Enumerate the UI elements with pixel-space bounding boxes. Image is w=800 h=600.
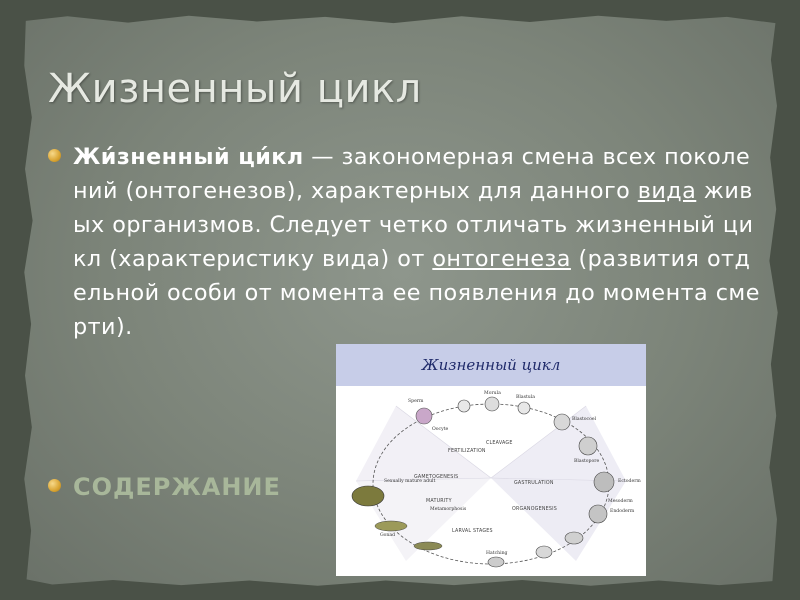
label-adult: Sexually mature adult (384, 479, 436, 484)
definition-part-3: (развития отдельной особи от момента ее появления до момента смерти). (73, 246, 760, 340)
definition-bullet (48, 140, 768, 344)
slide-title: Жизненный цикл (48, 66, 422, 112)
tadpole-icon (414, 542, 442, 550)
oocyte-icon (416, 408, 432, 424)
term-bold: Жи́зненный ци́кл (73, 144, 304, 170)
blastocoel-icon (554, 414, 570, 430)
label-mesoderm: Mesoderm (608, 499, 633, 504)
zygote-icon (458, 400, 470, 412)
link-ontogenez[interactable]: онтогенеза (432, 246, 571, 272)
contents-bullet (48, 470, 281, 504)
label-ectoderm: Ectoderm (618, 479, 641, 484)
definition-part-1: — закономерная смена всех поколений (онтогенезов), характерных для данного (73, 144, 751, 204)
label-blastopore: Blastopore (574, 459, 600, 464)
stage-label-cleavage: CLEAVAGE (486, 441, 513, 446)
neurula-icon (589, 505, 607, 523)
label-blastocoel: Blastocoel (572, 417, 597, 422)
label-blastula: Blastula (516, 395, 535, 400)
bullet-dot-icon (48, 479, 61, 492)
tailbud-icon (565, 532, 583, 544)
bullet-dot-icon (48, 149, 61, 162)
life-cycle-diagram (336, 386, 646, 576)
embryo-icon (536, 546, 552, 558)
stage-label-maturity: MATURITY (426, 499, 452, 504)
figure-diagram (336, 386, 646, 576)
stage-label-larval: LARVAL STAGES (452, 529, 493, 534)
blastula-icon (518, 402, 530, 414)
label-endoderm: Endoderm (610, 509, 635, 514)
stage-label-gastrulation: GASTRULATION (514, 481, 554, 486)
life-cycle-figure (336, 344, 646, 576)
definition-text (73, 140, 763, 344)
morula-icon (485, 397, 499, 411)
stage-label-gametogenesis: GAMETOGENESIS (414, 475, 459, 480)
label-hatching: Hatching (486, 551, 508, 556)
frog-icon (352, 486, 384, 506)
froglet-icon (375, 521, 407, 531)
definition-part-2: живых организмов. Следует четко отличать жизненный цикл (характеристику вида) от (73, 178, 754, 272)
label-oocyte: Oocyte (432, 427, 449, 432)
figure-title: Жизненный цикл (421, 356, 561, 374)
label-morula: Morula (484, 391, 501, 396)
label-sperm: Sperm (408, 399, 424, 404)
blastopore-icon (579, 437, 597, 455)
link-vid[interactable]: вида (637, 178, 697, 204)
stage-label-fertilization: FERTILIZATION (448, 449, 486, 454)
label-metamorphosis: Metamorphosis (430, 507, 467, 512)
figure-header (336, 344, 646, 386)
contents-link[interactable]: СОДЕРЖАНИЕ (73, 473, 281, 501)
stage-label-organogenesis: ORGANOGENESIS (512, 507, 557, 512)
gastrula-icon (594, 472, 614, 492)
label-gonad: Gonad (380, 533, 396, 538)
hatching-icon (488, 557, 504, 567)
